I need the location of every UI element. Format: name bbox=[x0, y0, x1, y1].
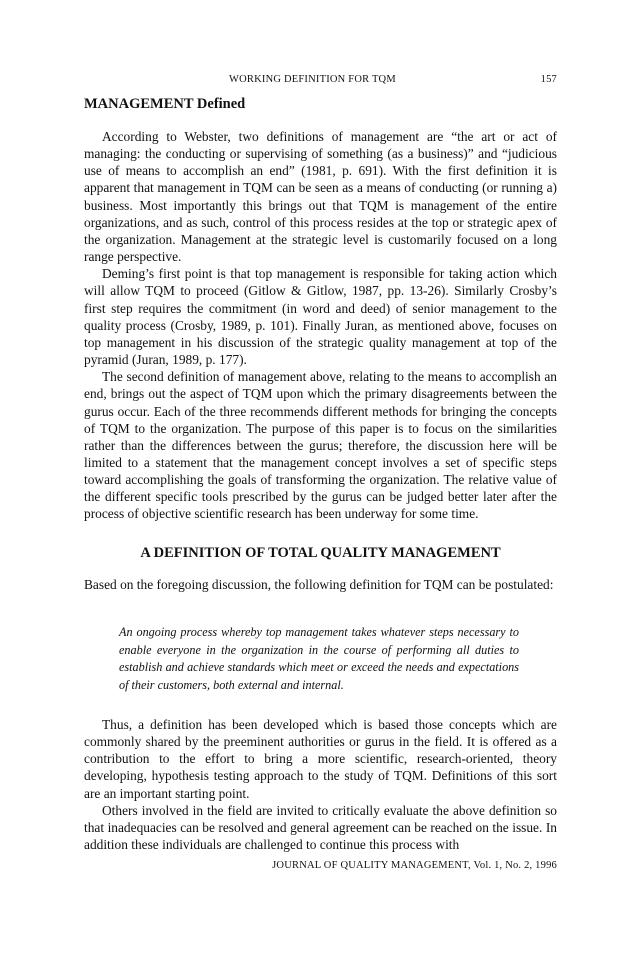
section-heading-tqm-definition: A DEFINITION OF TOTAL QUALITY MANAGEMENT bbox=[140, 545, 501, 561]
tqm-definition-quote: An ongoing process whereby top management takes whatever steps necessary to enable everyone in the organization in the course of performing all duties to establish and achieve standards which meet or exceed the needs and expectations of their customers, both external and internal. bbox=[119, 625, 519, 692]
section2-intro bbox=[84, 576, 557, 593]
paragraph-webster-definitions: According to Webster, two definitions of management are “the art or act of managing: the conducting or supervising of something (as a business)” and “judicious use of means to accomplish an end” (1981, p. 691). With the first definition it is apparent that management in TQM can be seen as a means of conducting (or running a) business. Most importantly this brings out that TQM is management of the entire organizations, and as such, control of this process resides at the top or strategic apex of the organization. Management at the strategic level is customarily focused on a long range perspective. bbox=[84, 129, 557, 265]
paragraph-others: Others involved in the field are invited to critically evaluate the above definition so that inadequacies can be resolved and general agreement can be reached on the issue. In addition these individuals are challenged to continue this process with bbox=[84, 802, 557, 853]
journal-footer: JOURNAL OF QUALITY MANAGEMENT, Vol. 1, No. 2, 1996 bbox=[272, 860, 557, 871]
section-heading-management-defined: MANAGEMENT Defined bbox=[84, 96, 246, 112]
paragraph-deming-crosby-juran: Deming’s first point is that top management is responsible for taking action which will allow TQM to proceed (Gitlow & Gitlow, 1987, pp. 13-26). Similarly Crosby’s first step requires the commitment (in word and deed) of senior management to the quality process (Crosby, 1989, p. 101). Finally Juran, as mentioned above, focuses on top management in his discussion of the strategic quality management at top of the pyramid (Juran, 1989, p. 177). bbox=[84, 266, 557, 368]
section2-body bbox=[84, 716, 557, 853]
paragraph-second-definition: The second definition of management above, relating to the means to accomplish an end, brings out the aspect of TQM upon which the primary disagreements between the gurus occur. Each of the three recommends different methods for bringing the concepts of TQM to the organization. The purpose of this paper is to focus on the similarities rather than the differences between the gurus; therefore, the discussion here will be limited to a statement that the management concept involves a set of specific steps toward accomplishing the goals of transforming the organization. The relative value of the different specific tools prescribed by the gurus can be judged better later after the process of objective scientific research has been underway for some time. bbox=[84, 369, 557, 522]
page-number: 157 bbox=[540, 74, 557, 85]
paragraph-intro: Based on the foregoing discussion, the following definition for TQM can be postulated: bbox=[84, 577, 554, 592]
section1-body bbox=[84, 128, 557, 523]
paragraph-thus: Thus, a definition has been developed which is based those concepts which are commonly shared by the preeminent authorities or gurus in the field. It is offered as a contribution to the effort to bring a more scientific, research-oriented, theory developing, hypothesis testing approach to the study of TQM. Definitions of this sort are an important starting point. bbox=[84, 717, 557, 801]
running-title: WORKING DEFINITION FOR TQM bbox=[229, 74, 396, 85]
